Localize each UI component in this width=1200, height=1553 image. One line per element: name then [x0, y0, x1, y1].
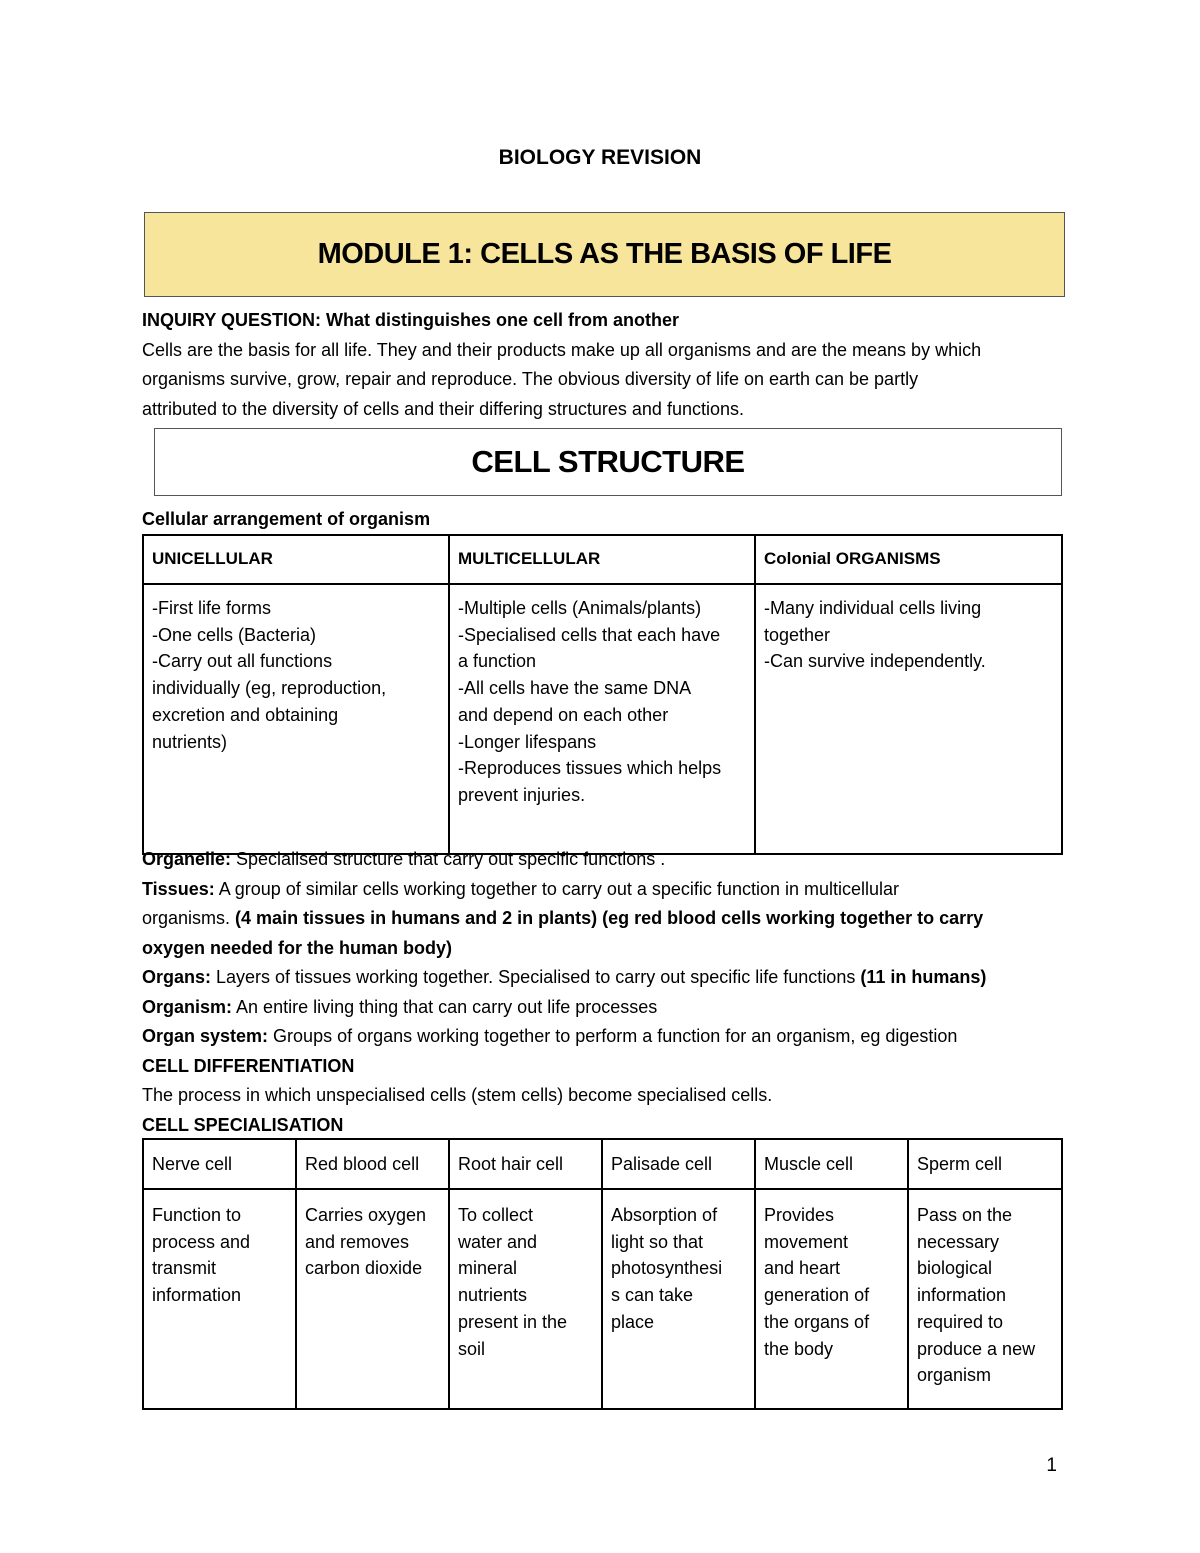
cell-line: soil: [458, 1338, 486, 1359]
term: Organism:: [142, 996, 233, 1017]
cell-line: transmit: [152, 1258, 217, 1279]
arrangement-table: [142, 534, 1063, 855]
inquiry-line: organisms survive, grow, repair and reproduce. The obvious diversity of life on earth can be partly: [142, 369, 919, 389]
cell-line: -Longer lifespans: [458, 731, 597, 752]
table-row: [143, 1189, 1062, 1409]
cell-line: process and: [152, 1231, 251, 1252]
cell-line: the organs of: [764, 1311, 870, 1332]
cell-line: individually (eg, reproduction,: [152, 678, 387, 699]
cell-line: and heart: [764, 1258, 841, 1279]
cell-line: light so that: [611, 1231, 704, 1252]
module-heading: MODULE 1: CELLS AS THE BASIS OF LIFE: [144, 212, 1065, 297]
header-cell: MULTICELLULAR: [449, 535, 755, 584]
cell-line: Function to: [152, 1205, 242, 1225]
inquiry-line: attributed to the diversity of cells and their differing structures and functions.: [142, 398, 744, 419]
definition-tissues-cont: [142, 904, 1072, 934]
header-cell: Palisade cell: [602, 1139, 755, 1189]
cell-line: -Can survive independently.: [764, 651, 986, 672]
cell-line: information: [917, 1285, 1007, 1306]
cell-line: present in the: [458, 1311, 568, 1332]
definition-tissues: [142, 875, 1072, 905]
header-cell: Sperm cell: [908, 1139, 1062, 1189]
term: Organelle:: [142, 849, 232, 869]
header-cell: Colonial ORGANISMS: [755, 535, 1062, 584]
cell-line: organism: [917, 1365, 992, 1386]
table-header-row: [143, 1139, 1062, 1189]
cell-line: place: [611, 1311, 655, 1332]
cell-line: generation of: [764, 1285, 870, 1306]
definitions-section: [142, 845, 1072, 1140]
definition-emphasis: (11 in humans): [860, 967, 987, 987]
cell-line: mineral: [458, 1258, 518, 1279]
specialisation-table: [142, 1138, 1063, 1410]
arrangement-label: Cellular arrangement of organism: [142, 509, 431, 529]
term: Organ system:: [142, 1026, 269, 1046]
definition-organism: [142, 993, 1072, 1023]
cell-line: Carries oxygen: [305, 1205, 427, 1225]
cell-line: biological: [917, 1258, 993, 1279]
cell-line: Absorption of: [611, 1205, 718, 1225]
header-cell: Red blood cell: [296, 1139, 449, 1189]
definition-text: Layers of tissues working together. Specialised to carry out specific life functions: [211, 967, 861, 987]
cell-line: necessary: [917, 1231, 1000, 1252]
table-row: [143, 584, 1062, 854]
cell-line: Pass on the: [917, 1205, 1013, 1225]
multicellular-cell: [449, 584, 755, 854]
inquiry-line: Cells are the basis for all life. They and their products make up all organisms and are the means by which: [142, 339, 982, 360]
term: Tissues:: [142, 878, 215, 899]
cell-line: -Multiple cells (Animals/plants): [458, 598, 702, 618]
definition-text: Groups of organs working together to perform a function for an organism, eg digestion: [268, 1026, 958, 1046]
cell-line: and depend on each other: [458, 704, 669, 725]
header-cell: Root hair cell: [449, 1139, 602, 1189]
cell-line: information: [152, 1285, 242, 1306]
differentiation-text: The process in which unspecialised cells (stem cells) become specialised cells.: [142, 1085, 773, 1105]
cell-line: -All cells have the same DNA: [458, 678, 692, 699]
cell-line: s can take: [611, 1285, 694, 1306]
cell-line: photosynthesi: [611, 1258, 723, 1279]
cell-line: Provides: [764, 1205, 835, 1225]
cell-line: the body: [764, 1338, 834, 1359]
definition-emphasis: oxygen needed for the human body): [142, 937, 453, 958]
definition-text: Specialised structure that carry out specific functions .: [231, 849, 666, 869]
cell-line: carbon dioxide: [305, 1258, 423, 1279]
muscle-cell-function: [755, 1189, 908, 1409]
inquiry-section: [142, 306, 1072, 424]
cell-line: movement: [764, 1231, 849, 1252]
cell-line: nutrients): [152, 731, 228, 752]
cell-line: -Many individual cells living: [764, 598, 982, 618]
cell-line: a function: [458, 651, 537, 672]
inquiry-question: INQUIRY QUESTION: What distinguishes one cell from another: [142, 310, 680, 330]
cell-line: required to: [917, 1311, 1004, 1332]
definition-organ-system: [142, 1022, 1072, 1052]
definition-text: A group of similar cells working together to carry out a specific function in multicellular: [214, 878, 900, 899]
definition-organs: [142, 963, 1072, 993]
header-cell: Nerve cell: [143, 1139, 296, 1189]
cell-line: To collect: [458, 1205, 534, 1225]
cell-line: produce a new: [917, 1338, 1036, 1359]
document-title: BIOLOGY REVISION: [498, 146, 702, 169]
header-cell: UNICELLULAR: [143, 535, 449, 584]
unicellular-cell: [143, 584, 449, 854]
palisade-cell-function: [602, 1189, 755, 1409]
term: Organs:: [142, 967, 212, 987]
sperm-cell-function: [908, 1189, 1062, 1409]
colonial-cell: [755, 584, 1062, 854]
cell-line: together: [764, 624, 831, 645]
nerve-cell-function: [143, 1189, 296, 1409]
cell-line: excretion and obtaining: [152, 704, 339, 725]
section-heading: CELL STRUCTURE: [154, 428, 1062, 496]
cell-line: -One cells (Bacteria): [152, 624, 317, 645]
root-hair-cell-function: [449, 1189, 602, 1409]
cell-line: -Specialised cells that each have: [458, 624, 721, 645]
definition-emphasis: (4 main tissues in humans and 2 in plants) (eg red blood cells working together to carry: [235, 908, 984, 928]
cell-line: -Reproduces tissues which helps: [458, 758, 722, 779]
definition-text: An entire living thing that can carry out life processes: [232, 996, 658, 1017]
definition-text: organisms.: [142, 908, 236, 928]
specialisation-heading: CELL SPECIALISATION: [142, 1114, 344, 1135]
definition-organelle: [142, 845, 1072, 875]
cell-line: -Carry out all functions: [152, 651, 333, 672]
cell-line: -First life forms: [152, 598, 271, 618]
cell-line: nutrients: [458, 1285, 528, 1306]
differentiation-heading: CELL DIFFERENTIATION: [142, 1055, 355, 1076]
page-number: 1: [1046, 1455, 1057, 1476]
header-cell: Muscle cell: [755, 1139, 908, 1189]
red-blood-cell-function: [296, 1189, 449, 1409]
cell-line: prevent injuries.: [458, 784, 586, 805]
table-header-row: [143, 535, 1062, 584]
cell-line: water and: [458, 1231, 538, 1252]
cell-line: and removes: [305, 1231, 410, 1252]
